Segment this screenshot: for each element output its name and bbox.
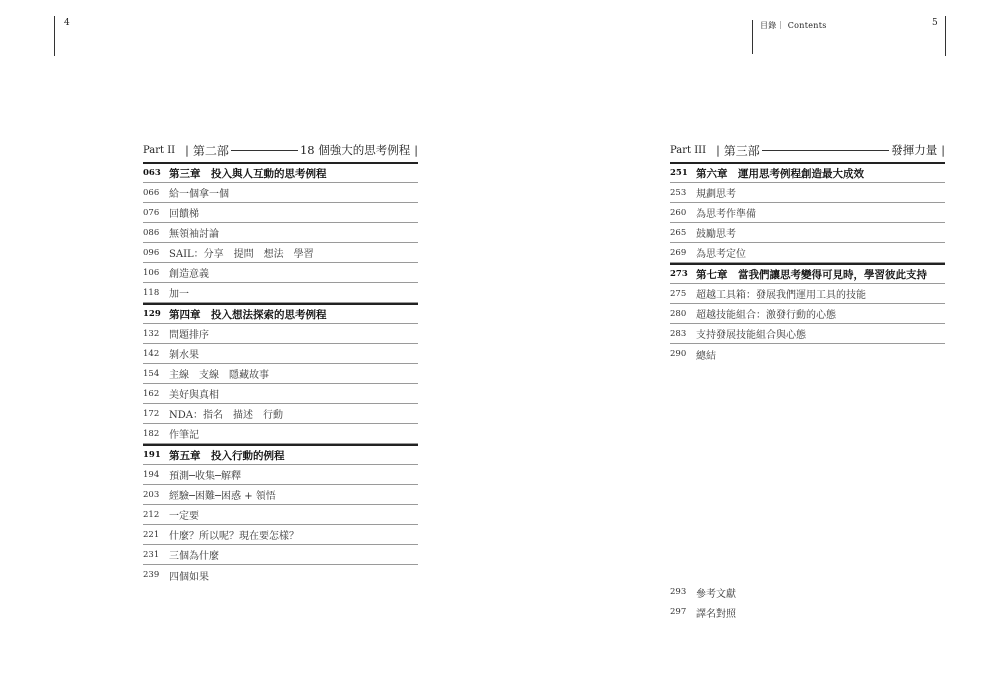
- toc-entry-title: 預測─收集─解釋: [169, 471, 242, 482]
- part-separator: |: [185, 143, 189, 157]
- toc-page-number: 297: [670, 607, 687, 617]
- toc-row: [670, 203, 945, 223]
- toc-page-number: 132: [143, 328, 160, 339]
- toc-chapter-row: [143, 162, 418, 183]
- toc-page-number: 293: [670, 587, 687, 597]
- toc-page-number: 275: [670, 288, 687, 299]
- right-page: [500, 0, 1000, 677]
- toc-row: [670, 344, 945, 364]
- toc-row: [143, 183, 418, 203]
- part-end-mark: |: [414, 143, 418, 157]
- toc-row: [670, 223, 945, 243]
- toc-row: [143, 525, 418, 545]
- toc-row: [143, 404, 418, 424]
- toc-entry-title: 回饋梯: [169, 209, 199, 220]
- toc-page-number: 106: [143, 267, 160, 278]
- toc-row: [670, 183, 945, 203]
- part-title-head: 第二部: [192, 143, 229, 158]
- part-label: Part III: [670, 144, 707, 156]
- toc-page-number: 251: [670, 168, 688, 178]
- toc-entry-title: 支持發展技能組合與心態: [696, 330, 806, 341]
- toc-page-number: 221: [143, 529, 160, 540]
- toc-page-number: 172: [143, 408, 160, 419]
- part-header: [670, 143, 945, 157]
- toc-page-number: 182: [143, 428, 160, 439]
- toc-entry-title: 總結: [696, 350, 716, 362]
- toc-page-number: 273: [670, 269, 688, 279]
- toc-chapter-row: [143, 303, 418, 324]
- toc-page-number: 066: [143, 187, 160, 198]
- margin-rule: [945, 16, 946, 56]
- toc-row: [143, 344, 418, 364]
- toc-entry-title: 無領袖討論: [169, 229, 219, 240]
- toc-page-number: 269: [670, 247, 687, 258]
- toc-entry-title: 鼓勵思考: [696, 229, 736, 240]
- part-separator: |: [716, 143, 720, 157]
- toc-page-number: 096: [143, 247, 160, 258]
- toc-chapter-title: 第三章 投入與人互動的思考例程: [169, 167, 327, 180]
- running-head: 目錄｜ Contents: [760, 21, 827, 30]
- toc-entry-title: 參考文獻: [696, 588, 736, 600]
- running-head-rule: [752, 20, 753, 54]
- toc-row: [143, 465, 418, 485]
- toc-chapter-title: 第五章 投入行動的例程: [169, 449, 285, 462]
- toc-row: [143, 203, 418, 223]
- toc-chapter-title: 第四章 投入想法探索的思考例程: [169, 308, 327, 321]
- toc-row: [670, 304, 945, 324]
- toc-page-number: 142: [143, 348, 160, 359]
- toc-page-number: 283: [670, 328, 687, 339]
- toc-entry-title: 譯名對照: [696, 608, 736, 620]
- toc-entry-title: 四個如果: [169, 571, 209, 583]
- toc-entry-title: 三個為什麼: [169, 551, 219, 562]
- toc-row: [143, 505, 418, 525]
- toc-row: [143, 243, 418, 263]
- toc-row: [143, 424, 418, 444]
- toc-list: [670, 162, 945, 364]
- toc-row: [670, 284, 945, 304]
- margin-rule: [54, 16, 55, 56]
- toc-chapter-row: [670, 162, 945, 183]
- toc-row: [143, 364, 418, 384]
- toc-list: [143, 162, 418, 585]
- toc-page-number: 260: [670, 207, 687, 218]
- toc-row: [143, 263, 418, 283]
- toc-page-number: 239: [143, 570, 160, 580]
- toc-row: [143, 384, 418, 404]
- toc-entry-title: 規劃思考: [696, 189, 736, 200]
- toc-page-number: 203: [143, 489, 160, 500]
- toc-chapter-title: 第七章 當我們讓思考變得可見時，學習彼此支持: [696, 268, 927, 281]
- toc-page-number: 191: [143, 450, 161, 460]
- toc-row: [143, 283, 418, 303]
- toc-page-number: 076: [143, 207, 160, 218]
- toc-entry-title: 剝水果: [169, 350, 199, 361]
- toc-row: [143, 545, 418, 565]
- toc-page-number: 212: [143, 509, 160, 520]
- toc-page-number: 290: [670, 349, 687, 359]
- toc-entry-title: 加一: [169, 289, 189, 300]
- part-header: [143, 143, 418, 157]
- toc-row: [670, 324, 945, 344]
- toc-entry-title: NDA：指名 描述 行動: [169, 410, 283, 421]
- toc-page-number: 118: [143, 287, 160, 298]
- toc-entry-title: 為思考作準備: [696, 209, 756, 220]
- toc-page-number: 194: [143, 469, 160, 480]
- toc-row: [143, 485, 418, 505]
- toc-entry-title: 創造意義: [169, 269, 209, 280]
- toc-page-number: 253: [670, 187, 687, 198]
- toc-page-number: 086: [143, 227, 160, 238]
- part-label: Part II: [143, 144, 176, 156]
- toc-page-number: 280: [670, 308, 687, 319]
- toc-entry-title: 超越技能組合：激發行動的心態: [696, 310, 836, 321]
- part-title-tail: 18 個強大的思考例程: [299, 143, 411, 157]
- back-matter-list: [670, 582, 945, 622]
- toc-page-number: 162: [143, 388, 160, 399]
- toc-page-number: 265: [670, 227, 687, 238]
- toc-row: [670, 602, 945, 622]
- part-end-mark: |: [941, 143, 945, 157]
- toc-entry-title: 一定要: [169, 511, 199, 522]
- part-title-rule: [762, 150, 889, 151]
- toc-entry-title: SAIL：分享 提問 想法 學習: [169, 249, 314, 260]
- toc-page-number: 129: [143, 309, 161, 319]
- toc-entry-title: 為思考定位: [696, 249, 746, 260]
- toc-page-number: 231: [143, 549, 160, 560]
- toc-entry-title: 主線 支線 隱藏故事: [169, 370, 269, 381]
- toc-page-number: 154: [143, 368, 160, 379]
- page-number: 5: [932, 18, 938, 28]
- toc-entry-title: 給一個拿一個: [169, 189, 229, 200]
- toc-row: [670, 243, 945, 263]
- part-title-head: 第三部: [723, 143, 760, 158]
- toc-entry-title: 什麼？所以呢？現在要怎樣？: [169, 531, 299, 542]
- toc-row: [670, 582, 945, 602]
- toc-chapter-title: 第六章 運用思考例程創造最大成效: [696, 167, 864, 180]
- toc-row: [143, 565, 418, 585]
- page-number: 4: [64, 18, 70, 28]
- toc-row: [143, 223, 418, 243]
- toc-entry-title: 作筆記: [169, 430, 199, 441]
- toc-entry-title: 美好與真相: [169, 390, 219, 401]
- toc-page-number: 063: [143, 168, 161, 178]
- toc-chapter-row: [143, 444, 418, 465]
- toc-entry-title: 問題排序: [169, 330, 209, 341]
- part-title-rule: [231, 150, 298, 151]
- toc-entry-title: 經驗─困難─困惑 + 領悟: [169, 491, 276, 502]
- part-title-tail: 發揮力量: [891, 143, 938, 157]
- toc-entry-title: 超越工具箱：發展我們運用工具的技能: [696, 290, 866, 301]
- toc-chapter-row: [670, 263, 945, 284]
- toc-row: [143, 324, 418, 344]
